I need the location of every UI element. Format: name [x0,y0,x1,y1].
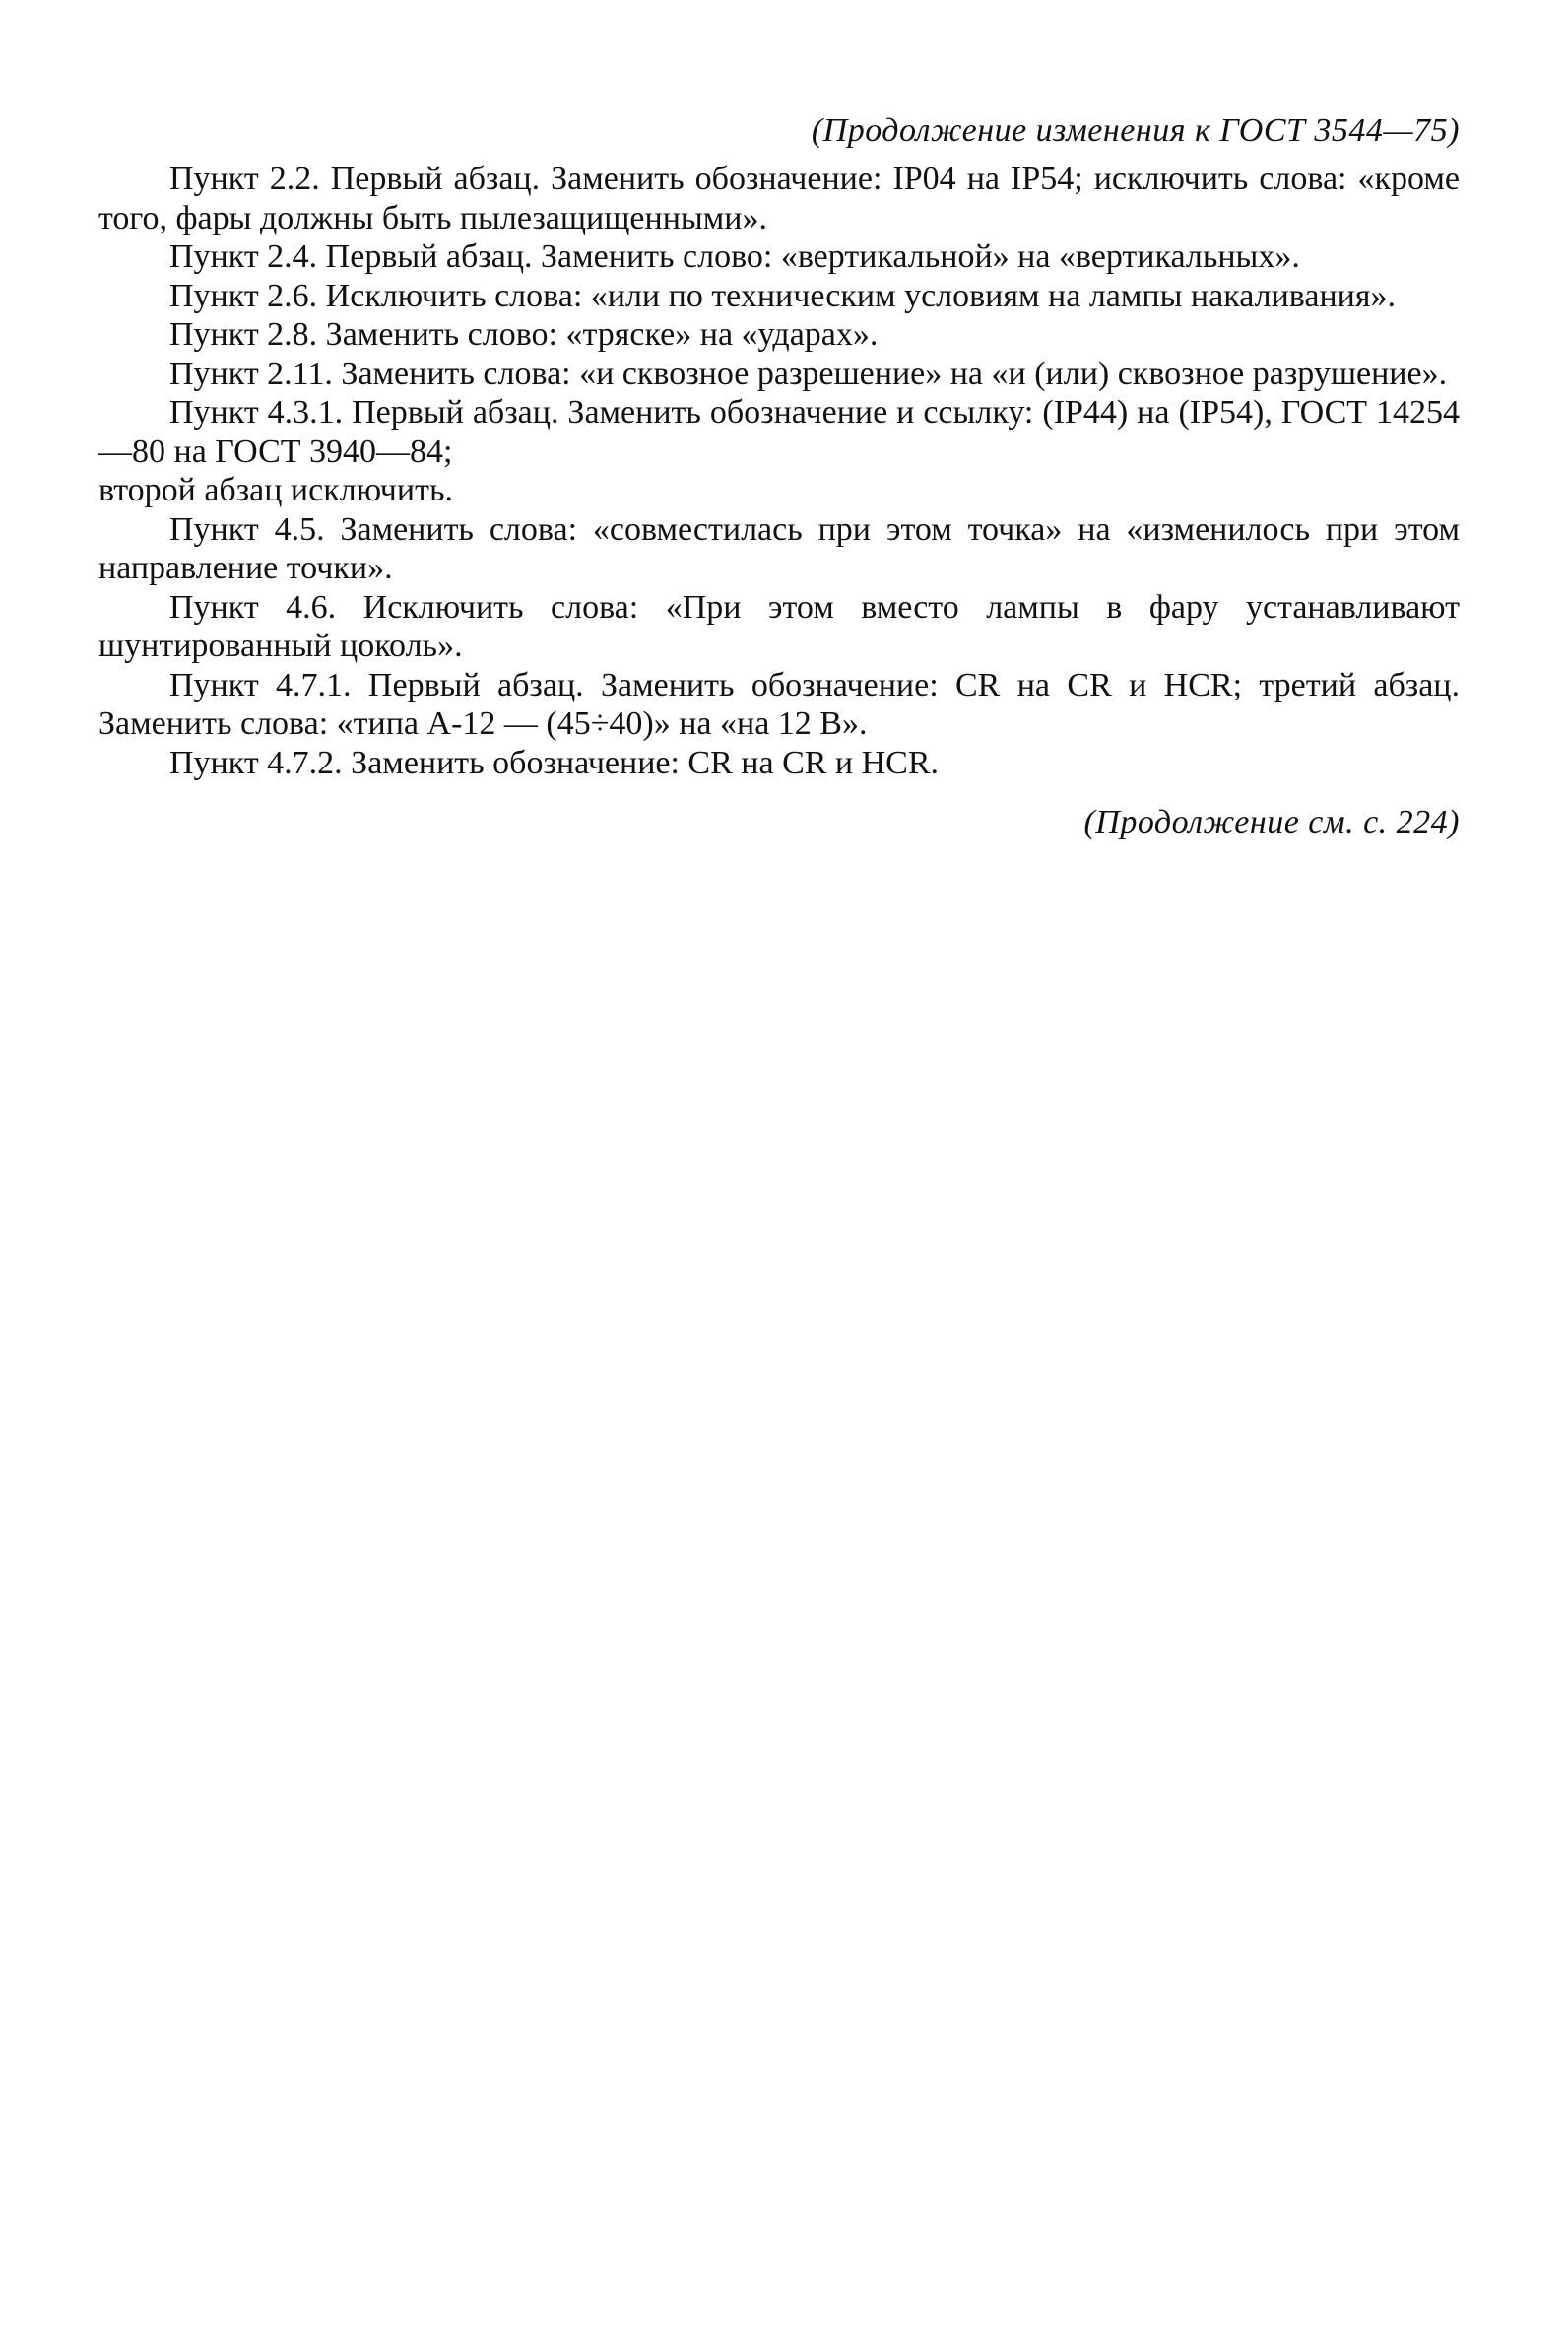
paragraph-2-11: Пункт 2.11. Заменить слова: «и сквозное разрешение» на «и (или) сквозное разрушение». [169,355,1448,392]
continuation-header: (Продолжение изменения к ГОСТ 3544—75) [811,112,1460,149]
amendment-text [98,160,1460,782]
paragraph-4-7-1: Пункт 4.7.1. Первый абзац. Заменить обозначение: CR на CR и HCR; третий абзац. Заменить слова: «типа А-12 — (45÷40)» на «на 12 В». [98,666,1460,742]
paragraph-2-2: Пункт 2.2. Первый абзац. Заменить обозначение: IP04 на IP54; исключить слова: «кроме того, фары должны быть пылезащищенными». [98,161,1460,236]
paragraph-2-6: Пункт 2.6. Исключить слова: «или по техническим условиям на лампы накаливания». [169,277,1397,314]
paragraph-4-3-1-second: второй абзац исключить. [98,472,453,508]
document-page [98,106,1460,847]
paragraph-4-7-2: Пункт 4.7.2. Заменить обозначение: CR на CR и HCR. [169,744,940,781]
paragraph-4-6: Пункт 4.6. Исключить слова: «При этом вместо лампы в фару устанавливают шунтированный цоколь». [98,588,1460,664]
paragraph-2-8: Пункт 2.8. Заменить слово: «тряске» на «ударах». [169,316,879,353]
paragraph-2-4: Пункт 2.4. Первый абзац. Заменить слово: «вертикальной» на «вертикальных». [169,238,1300,275]
continuation-footer: (Продолжение см. с. 224) [1083,804,1460,840]
paragraph-4-3-1: Пункт 4.3.1. Первый абзац. Заменить обозначение и ссылку: (IP44) на (IP54), ГОСТ 14254—80 на ГОСТ 3940—84; [98,394,1460,470]
paragraph-4-5: Пункт 4.5. Заменить слова: «совместилась при этом точка» на «изменилось при этом направление точки». [98,510,1460,586]
